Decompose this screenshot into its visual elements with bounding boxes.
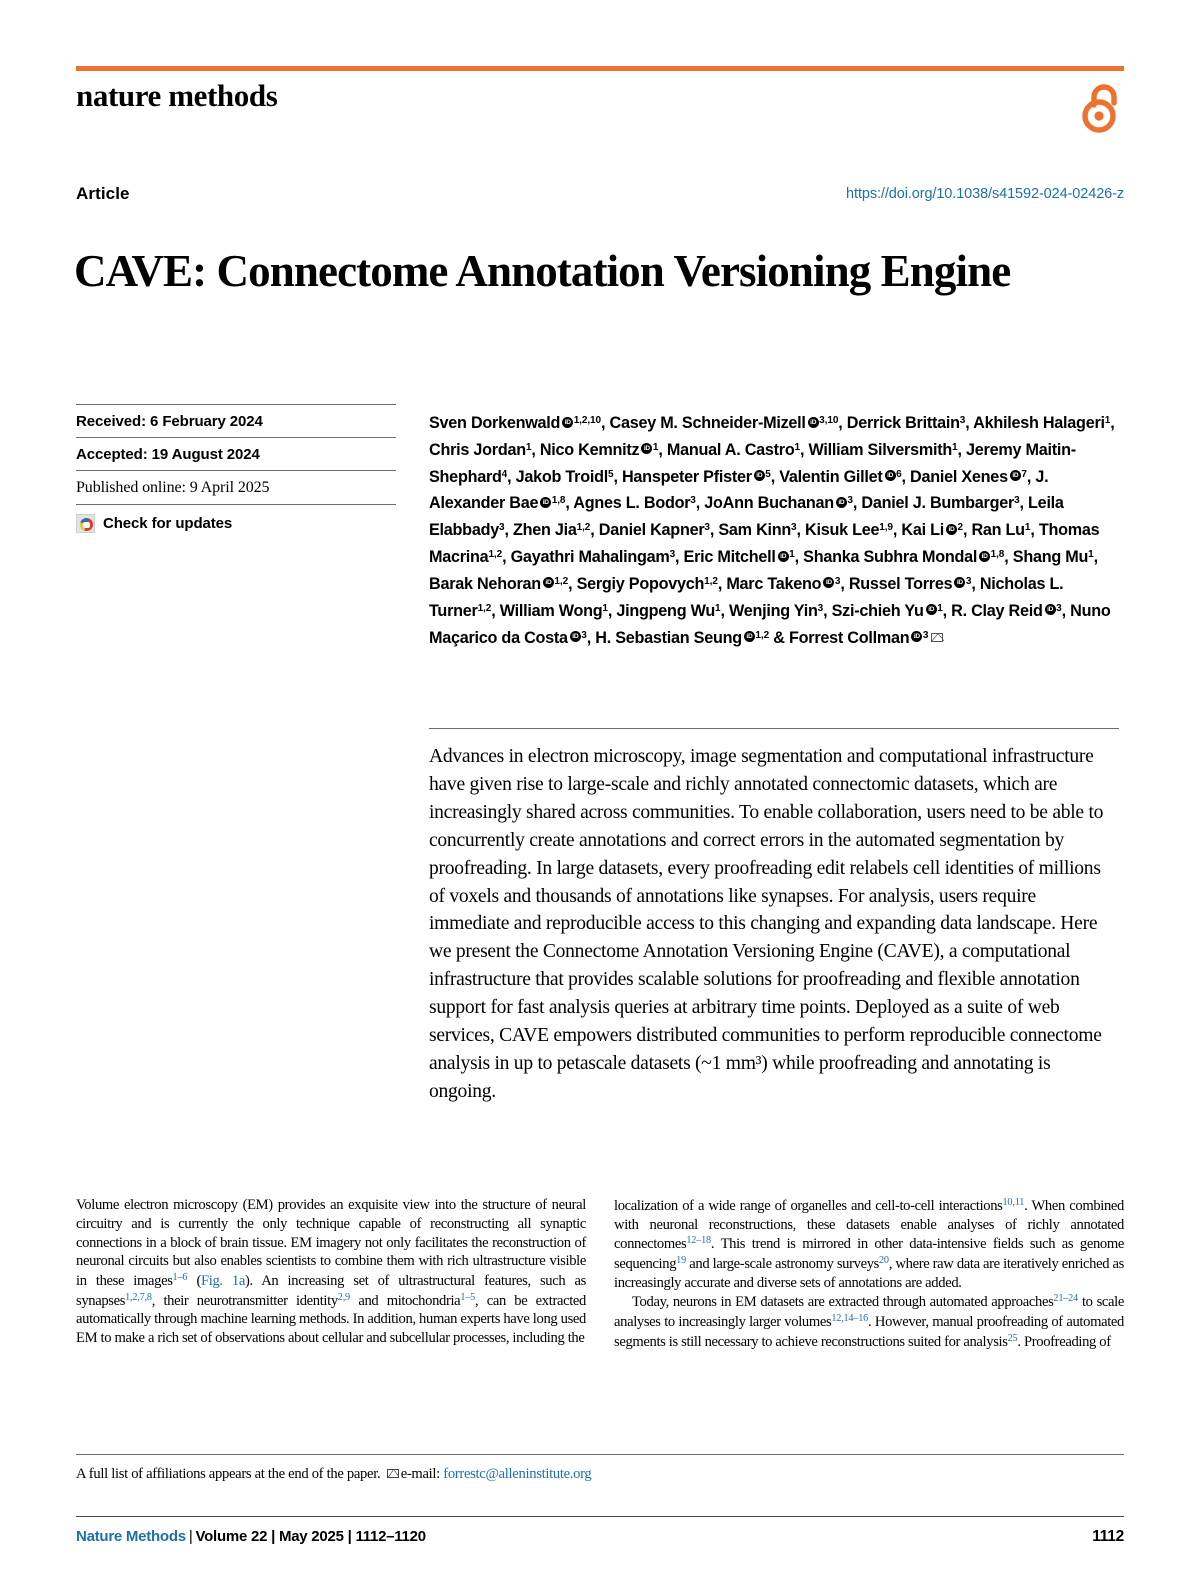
orcid-icon[interactable]: [570, 631, 581, 642]
author-name[interactable]: Kisuk Lee: [805, 521, 880, 540]
page-number: 1112: [1092, 1528, 1124, 1545]
author-name[interactable]: Agnes L. Bodor: [573, 494, 691, 513]
citation-ref[interactable]: 12–18: [686, 1235, 711, 1247]
author-name[interactable]: Daniel Xenes: [910, 467, 1008, 486]
orcid-icon[interactable]: [926, 604, 937, 615]
author-name[interactable]: JoAnn Buchanan: [704, 494, 834, 513]
author-name[interactable]: Nuno Maçarico da Costa: [429, 601, 1111, 647]
check-for-updates-label: Check for updates: [103, 515, 233, 532]
orcid-icon[interactable]: [641, 443, 652, 454]
author-name[interactable]: William Silversmith: [808, 440, 953, 459]
body-column-right: [614, 1196, 1124, 1351]
orcid-icon[interactable]: [808, 417, 819, 428]
author-name[interactable]: Sam Kinn: [718, 521, 792, 540]
citation-ref[interactable]: 1–6: [172, 1272, 188, 1283]
author-name[interactable]: Marc Takeno: [726, 574, 822, 593]
abstract: [429, 728, 1119, 1106]
paragraph-segment: and mitochondria: [349, 1292, 461, 1309]
citation-ref[interactable]: 1–5: [460, 1291, 476, 1303]
masthead-rule: [76, 66, 1124, 71]
author-name[interactable]: Thomas Macrina: [429, 521, 1100, 567]
author-name[interactable]: Sergiy Popovych: [576, 574, 705, 593]
envelope-icon[interactable]: [931, 633, 943, 642]
author-name[interactable]: Wenjing Yin: [728, 601, 818, 620]
abstract-text: Advances in electron microscopy, image segmentation and computational infrastructure have given rise to large-scale and richly annotated connectomic datasets, which are increasingly shared across communities. To enable collaboration, users need to be able to concurrently create annotations and correct errors in the automated segmentation by proofreading. In large datasets, every proofreading edit relabels cell identities of millions of voxels and thousands of annotations like synapses. For analysis, users require immediate and reproducible access to this changing and expanding data landscape. Here we present the Connectome Annotation Versioning Engine (CAVE), a computational infrastructure that provides scalable solutions for proofreading and flexible annotation support for fast analysis queries at arbitrary time points. Deployed as a suite of web services, CAVE empowers distributed communities to perform reproducible connectome analysis in up to petascale datasets (~1 mm³) while proofreading and annotating is ongoing.: [429, 746, 1104, 1102]
citation-ref[interactable]: 2,9: [337, 1291, 350, 1303]
page-title: CAVE: Connectome Annotation Versioning Engine: [74, 246, 1011, 297]
author-name[interactable]: Forrest Collman: [789, 628, 910, 647]
orcid-icon[interactable]: [979, 551, 990, 562]
author-name[interactable]: Derrick Brittain: [846, 414, 960, 432]
author-name[interactable]: Eric Mitchell: [683, 548, 776, 567]
author-name[interactable]: Sven Dorkenwald: [429, 414, 561, 432]
page-footer: [76, 1516, 1124, 1546]
author-name[interactable]: Russel Torres: [848, 574, 953, 593]
author-name[interactable]: Jeremy Maitin-Shephard: [429, 440, 1076, 486]
orcid-icon[interactable]: [1010, 470, 1021, 481]
author-name[interactable]: Valentin Gillet: [779, 467, 883, 486]
orcid-icon[interactable]: [778, 551, 789, 562]
paragraph-segment: . An increasing set of ultrastructural features, such as synapses: [76, 1272, 586, 1309]
footer-journal-name[interactable]: Nature Methods: [76, 1528, 186, 1545]
figure-link[interactable]: Fig. 1a: [201, 1272, 245, 1289]
author-name[interactable]: Leila Elabbady: [429, 494, 1064, 540]
email-label: e-mail:: [400, 1466, 440, 1482]
paragraph-segment: Volume electron microscopy (EM) provides an exquisite view into the structure of neural circuitry and is currently the only technique capable of reconstructing all synaptic connections in a block of brain tissue. EM imagery not only facilitates the reconstruction of neuronal circuits but also enables scientists to combine them with rich ultrastructure visible in these images: [76, 1197, 586, 1289]
paragraph-segment: Today, neurons in EM datasets are extracted through automated approaches: [632, 1294, 1054, 1311]
footer-volume-info: Volume 22 | May 2025 | 1112–1120: [195, 1528, 426, 1545]
affiliation-note: [76, 1454, 1124, 1483]
orcid-icon[interactable]: [562, 417, 573, 428]
citation-ref[interactable]: 20: [878, 1255, 889, 1267]
doi-link[interactable]: https://doi.org/10.1038/s41592-024-02426-z: [846, 186, 1124, 202]
received-date: Received: 6 February 2024: [76, 404, 396, 437]
article-type-label: Article: [76, 184, 130, 203]
paragraph-segment: . This trend is mirrored in other data-intensive fields such as genome sequencing: [614, 1236, 1124, 1272]
citation-ref[interactable]: 21–24: [1053, 1293, 1078, 1305]
orcid-icon[interactable]: [954, 577, 965, 588]
author-name[interactable]: Manual A. Castro: [666, 440, 795, 459]
author-name[interactable]: Szi-chieh Yu: [831, 601, 924, 620]
author-name[interactable]: Nico Kemnitz: [539, 440, 640, 459]
body-column-left: [76, 1196, 586, 1351]
paragraph-segment: . When combined with neuronal reconstructions, these datasets enable analyses of richly annotated connectomes: [614, 1197, 1125, 1253]
citation-ref[interactable]: 25: [1007, 1332, 1018, 1344]
paragraph-segment: , where raw data are iteratively enriched as increasingly accurate and diverse sets of annotations are added.: [614, 1255, 1124, 1291]
author-name[interactable]: Shanka Subhra Mondal: [803, 548, 978, 567]
author-name[interactable]: Zhen Jia: [512, 521, 577, 540]
author-name[interactable]: Daniel J. Bumbarger: [861, 494, 1015, 513]
author-name[interactable]: Nicholas L. Turner: [429, 574, 1064, 620]
author-name[interactable]: H. Sebastian Seung: [595, 628, 742, 647]
envelope-icon: [387, 1469, 399, 1478]
paragraph-segment: localization of a wide range of organelles and cell-to-cell interactions: [614, 1197, 1003, 1214]
orcid-icon[interactable]: [885, 470, 896, 481]
author-name[interactable]: R. Clay Reid: [951, 601, 1043, 620]
author-name[interactable]: Gayathri Mahalingam: [510, 548, 670, 567]
orcid-icon[interactable]: [836, 497, 847, 508]
author-name[interactable]: Chris Jordan: [429, 440, 526, 459]
paragraph-segment: . However, manual proofreading of automated segments is still necessary to achieve reconstructions suited for analysis: [614, 1313, 1124, 1350]
paragraph-segment: , can be extracted automatically through machine learning methods. In addition, human experts have long used EM to make a rich set of observations about cellular and subcellular processes, including the: [76, 1292, 586, 1347]
author-name[interactable]: Daniel Kapner: [598, 521, 705, 540]
citation-ref[interactable]: 10,11: [1002, 1197, 1025, 1208]
orcid-icon[interactable]: [946, 524, 957, 535]
author-list: Sven Dorkenwald iD $^{1,2,10}$, Casey M. Schneider-Mizell iD $^{3,10}$, Derrick Brittain$^3$, Akhilesh Halageri$^1$, Chris Jordan$^1$, Nico Kemnitz iD $^1$, Manual A. Castro$^1$, William Silversmith$^1$, Jeremy Maitin-Shephard$^4$, Jakob Troidl$^5$, Hanspeter Pfister iD $^5$, Valentin Gillet iD $^6$, Daniel Xenes iD $^7$, J. Alexander Bae iD $^{1,8}$, Agnes L. Bodor$^3$, JoAnn Buchanan iD $^3$, Daniel J. Bumbarger$^3$, Leila Elabbady$^3$, Zhen Jia$^{1,2}$, Daniel Kapner$^3$, Sam Kinn$^3$, Kisuk Lee$^{1,9}$, Kai Li iD $^2$, Ran Lu$^1$, Thomas Macrina$^{1,2}$, Gayathri Mahalingam$^3$, Eric Mitchell iD $^1$, Shanka Subhra Mondal iD $^{1,8}$, Shang Mu$^1$, Barak Nehoran iD $^{1,2}$, Sergiy Popovych$^{1,2}$, Marc Takeno iD $^3$, Russel Torres iD $^3$, Nicholas L. Turner$^{1,2}$, William Wong$^1$, Jingpeng Wu$^1$, Wenjing Yin$^3$, Szi-chieh Yu iD $^1$, R. Clay Reid iD $^3$, Nuno Maçarico da Costa iD $^3$, H. Sebastian Seung iD $^{1,2}$ & Forrest CollmaniD $^3$: [429, 410, 1119, 651]
open-access-lock-icon: [1082, 82, 1124, 134]
citation-ref[interactable]: 12,14–16: [831, 1313, 869, 1325]
author-name[interactable]: Shang Mu: [1012, 548, 1089, 567]
paragraph: [614, 1196, 1124, 1292]
author-name[interactable]: Hanspeter Pfister: [621, 467, 752, 486]
citation-ref[interactable]: 1,2,7,8: [125, 1291, 152, 1303]
body-text: [76, 1196, 1124, 1351]
citation-ref[interactable]: 19: [676, 1255, 686, 1267]
paragraph-segment: , their neurotransmitter identity: [151, 1292, 338, 1309]
affiliation-note-text: A full list of affiliations appears at the end of the paper.: [76, 1466, 381, 1482]
author-name[interactable]: Jingpeng Wu: [616, 601, 715, 620]
published-date: Published online: 9 April 2025: [76, 470, 396, 504]
orcid-icon[interactable]: [911, 631, 922, 642]
author-name[interactable]: Casey M. Schneider-Mizell: [609, 414, 806, 432]
orcid-icon[interactable]: [1045, 604, 1056, 615]
orcid-icon[interactable]: [744, 631, 755, 642]
accepted-date: Accepted: 19 August 2024: [76, 437, 396, 470]
author-name[interactable]: Akhilesh Halageri: [973, 414, 1105, 432]
article-history: [76, 404, 396, 540]
paragraph: [614, 1292, 1124, 1351]
author-name[interactable]: Barak Nehoran: [429, 574, 541, 593]
paragraph-segment: and large-scale astronomy surveys: [685, 1255, 879, 1272]
author-name[interactable]: William Wong: [499, 601, 603, 620]
author-name[interactable]: Kai Li: [901, 521, 944, 540]
orcid-icon[interactable]: [823, 577, 834, 588]
orcid-icon[interactable]: [540, 497, 551, 508]
author-name[interactable]: Jakob Troidl: [515, 467, 608, 486]
orcid-icon[interactable]: [543, 577, 554, 588]
crossmark-icon: [76, 514, 95, 533]
paragraph-segment: to scale analyses to increasingly larger volumes: [614, 1294, 1124, 1330]
author-name[interactable]: Ran Lu: [971, 521, 1025, 540]
paragraph: Volume electron microscopy (EM) provides an exquisite view into the structure of neural circuitry and is currently the only technique capable of reconstructing all synaptic connections in a block of brain tissue. EM imagery not only facilitates the reconstruction of neuronal circuits but also enables scientists to combine them with rich ultrastructure visible in these images$^{1-6}$ (Fig. 1a). An increasing set of ultrastructural features, such as synapses$^{1,2,7,8}$, their neurotransmitter identity$^{2,9}$ and mitochondria$^{1-5}$, can be extracted automatically through machine learning methods. In addition, human experts have long used EM to make a rich set of observations about cellular and subcellular processes, including the: [76, 1197, 586, 1347]
author-name[interactable]: J. Alexander Bae: [429, 467, 1049, 513]
corresponding-email-link[interactable]: forrestc@alleninstitute.org: [443, 1466, 592, 1482]
orcid-icon[interactable]: [754, 470, 765, 481]
check-for-updates-button[interactable]: [76, 504, 396, 540]
journal-logo: nature methods: [76, 78, 278, 113]
footer-citation: Nature Methods | Volume 22 | May 2025 | 1112–1120: [76, 1528, 426, 1545]
paragraph-segment: . Proofreading of: [1017, 1333, 1111, 1350]
